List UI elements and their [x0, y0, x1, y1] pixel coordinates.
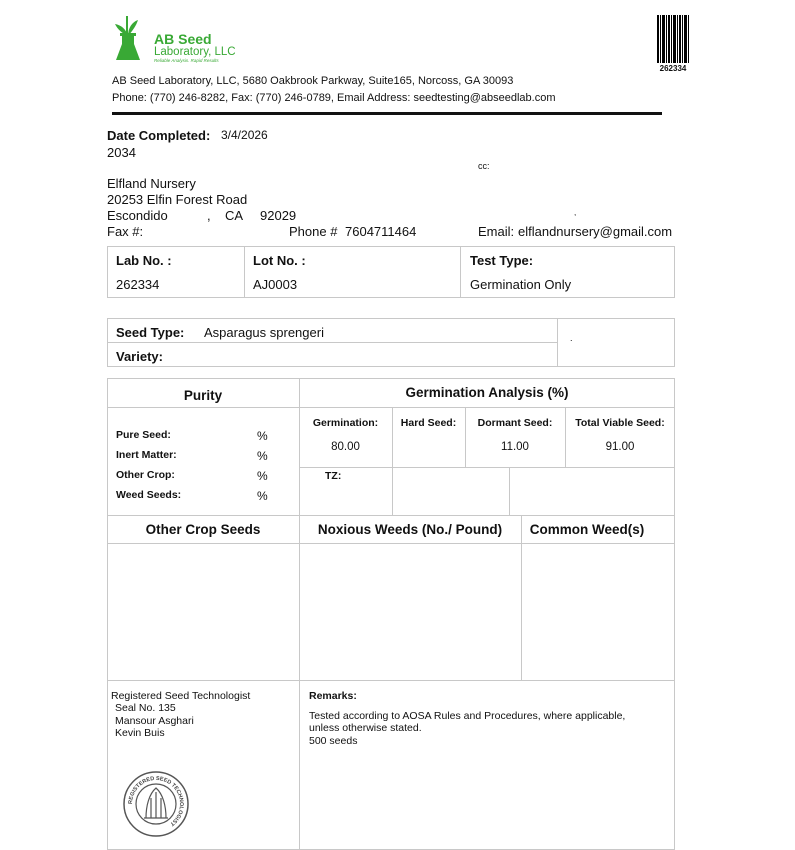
customer-fax-label: Fax #: [107, 224, 144, 239]
inert-matter-label: Inert Matter: [116, 449, 177, 461]
customer-city: Escondido [107, 208, 168, 223]
technologist-name-2: Kevin Buis [115, 727, 165, 739]
total-viable-value: 91.00 [605, 441, 635, 453]
inert-matter-percent: % [257, 449, 268, 463]
customer-phone: 7604711464 [345, 224, 417, 239]
pure-seed-percent: % [257, 429, 268, 443]
divider [107, 543, 675, 544]
customer-zip: 92029 [260, 208, 297, 223]
header-divider [112, 112, 662, 115]
lab-no-value: 262334 [116, 277, 160, 292]
tz-label: TZ: [325, 470, 342, 482]
customer-city-comma: , [207, 208, 211, 223]
remarks-line-2: unless otherwise stated. [309, 722, 422, 734]
lab-no-label: Lab No. : [116, 253, 172, 268]
divider [107, 342, 557, 343]
remarks-label: Remarks: [309, 690, 357, 702]
svg-text:Reliable Analysis. Rapid Resul: Reliable Analysis. Rapid Results [154, 58, 219, 63]
weed-seeds-percent: % [257, 489, 268, 503]
customer-email: elflandnursery@gmail.com [518, 224, 673, 239]
cc-label: cc: [478, 161, 490, 171]
test-type-label: Test Type: [470, 253, 534, 268]
customer-phone-label: Phone # [289, 224, 338, 239]
weed-seeds-label: Weed Seeds: [116, 489, 182, 501]
technologist-name-1: Mansour Asghari [115, 715, 194, 727]
date-completed-label: Date Completed: [107, 128, 211, 143]
other-crop-seeds-title: Other Crop Seeds [145, 522, 261, 537]
lab-address: AB Seed Laboratory, LLC, 5680 Oakbrook Parkway, Suite165, Norcoss, GA 30093 [112, 75, 514, 87]
technologist-title: Registered Seed Technologist [111, 690, 251, 702]
other-crop-label: Other Crop: [116, 469, 175, 481]
purity-title: Purity [183, 388, 223, 403]
divider [107, 407, 675, 408]
seal-number: Seal No. 135 [115, 702, 176, 714]
divider [244, 246, 245, 298]
customer-street: 20253 Elfin Forest Road [107, 192, 248, 207]
barcode-number: 262334 [659, 64, 687, 73]
total-viable-label: Total Viable Seed: [575, 417, 665, 429]
germination-value: 80.00 [331, 441, 360, 453]
remarks-line-3: 500 seeds [309, 735, 358, 747]
test-type-value: Germination Only [470, 277, 572, 292]
remarks-line-1: Tested according to AOSA Rules and Procedures, where applicable, [309, 710, 626, 722]
variety-label: Variety: [116, 349, 163, 364]
divider [107, 680, 675, 681]
report-code: 2034 [107, 145, 136, 160]
seed-type-label: Seed Type: [116, 325, 185, 340]
variety-note: . [570, 333, 573, 343]
lot-no-label: Lot No. : [253, 253, 306, 268]
technologist-seal [122, 770, 190, 838]
common-weeds-title: Common Weed(s) [529, 522, 645, 537]
lot-no-value: AJ0003 [253, 277, 298, 292]
dormant-seed-label: Dormant Seed: [477, 417, 553, 429]
germination-label: Germination: [312, 417, 379, 429]
hard-seed-label: Hard Seed: [400, 417, 457, 429]
divider [107, 515, 675, 516]
pure-seed-label: Pure Seed: [116, 429, 171, 441]
divider [465, 407, 466, 467]
divider [299, 467, 675, 468]
customer-email-label: Email: [478, 224, 515, 239]
noxious-weeds-title: Noxious Weeds (No./ Pound) [317, 522, 503, 537]
customer-name: Elfland Nursery [107, 176, 196, 191]
other-crop-percent: % [257, 469, 268, 483]
customer-state: CA [225, 208, 244, 223]
svg-text:Laboratory, LLC: Laboratory, LLC [154, 46, 236, 58]
barcode [657, 15, 689, 63]
divider [509, 467, 510, 515]
svg-text:REGISTERED SEED TECHNOLOGIST: REGISTERED SEED TECHNOLOGIST [127, 775, 185, 827]
divider [565, 407, 566, 467]
customer-extra-comma: , [574, 208, 577, 217]
germination-title: Germination Analysis (%) [405, 385, 569, 400]
svg-text:AB Seed: AB Seed [154, 31, 212, 47]
dormant-seed-value: 11.00 [501, 441, 529, 453]
divider [557, 318, 558, 367]
sample-info-box [107, 246, 675, 298]
divider [521, 515, 522, 680]
lab-contact: Phone: (770) 246-8282, Fax: (770) 246-0789, Email Address: seedtesting@abseedlab.com [112, 92, 556, 104]
lab-logo [108, 14, 278, 64]
seed-type-value: Asparagus sprengeri [204, 325, 324, 340]
divider [460, 246, 461, 298]
date-completed-value: 3/4/2026 [221, 128, 268, 142]
